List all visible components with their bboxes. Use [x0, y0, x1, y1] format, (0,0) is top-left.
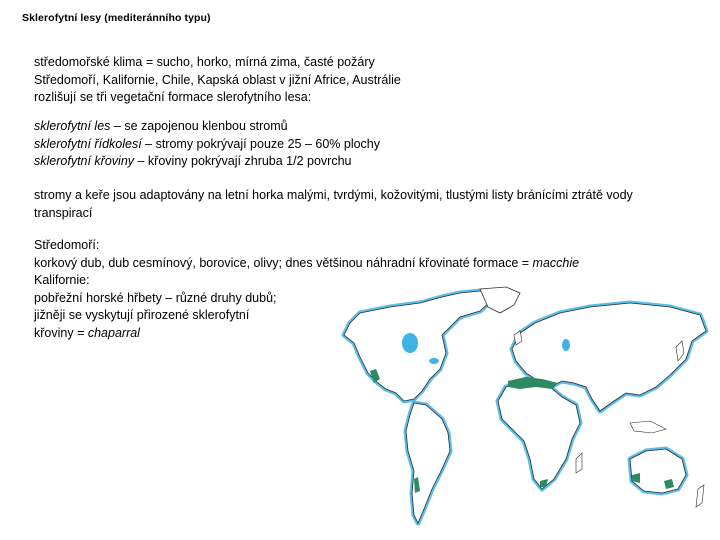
adaptation-text: stromy a keře jsou adaptovány na letní horka malými, tvrdými, kožovitými, tlustými listy bránícími ztrátě vody transpirací — [34, 188, 633, 220]
greenland-shape — [480, 287, 520, 313]
formation-desc: – křoviny pokrývají zhruba 1/2 povrchu — [134, 154, 352, 169]
adaptation-block — [34, 187, 674, 222]
intro-line-regions: Středomoří, Kalifornie, Chile, Kapská oblast v jižní Africe, Austrálie — [34, 72, 401, 87]
cal-line-3: křoviny = chaparral — [34, 325, 140, 340]
formation-item — [34, 136, 380, 154]
africa-shape — [498, 379, 580, 489]
formation-desc: – stromy pokrývají pouze 25 – 60% plochy — [141, 136, 381, 151]
cal-heading: Kalifornie: — [34, 273, 90, 288]
north-america-shape — [344, 291, 495, 401]
madagascar-shape — [576, 453, 582, 473]
formation-item — [34, 118, 380, 136]
indonesia-shape — [630, 421, 666, 433]
formation-term: sklerofytní křoviny — [34, 154, 135, 169]
intro-line-climate: středomořské klima = sucho, horko, mírná zima, časté požáry — [34, 55, 375, 69]
formation-desc: – se zapojenou klenbou stromů — [110, 119, 288, 133]
new-zealand-shape — [696, 485, 704, 507]
med-text: korkový dub, dub cesmínový, borovice, olivy; dnes většinou náhradní křovinaté formace = macchie — [34, 255, 580, 270]
intro-line-formations: rozlišují se tři vegetační formace slerofytního lesa: — [34, 90, 312, 105]
formation-term: sklerofytní řídkolesí — [34, 136, 142, 151]
chaparral-term: chaparral — [87, 325, 140, 340]
macchie-term: macchie — [532, 255, 580, 270]
formations-list — [34, 118, 380, 171]
world-map-icon — [330, 283, 715, 533]
cal-line-1: pobřežní horské hřbety – různé druhy dubů; — [34, 290, 277, 305]
cal-line-2: jižněji se vyskytují přirozené sklerofytní — [34, 308, 250, 323]
page-title: Sklerofytní lesy (mediteránního typu) — [22, 12, 211, 24]
map-landmasses — [344, 287, 706, 523]
med-heading: Středomoří: — [34, 238, 100, 252]
formation-term: sklerofytní les — [34, 119, 111, 133]
intro-block — [34, 54, 401, 107]
formation-item — [34, 153, 380, 171]
